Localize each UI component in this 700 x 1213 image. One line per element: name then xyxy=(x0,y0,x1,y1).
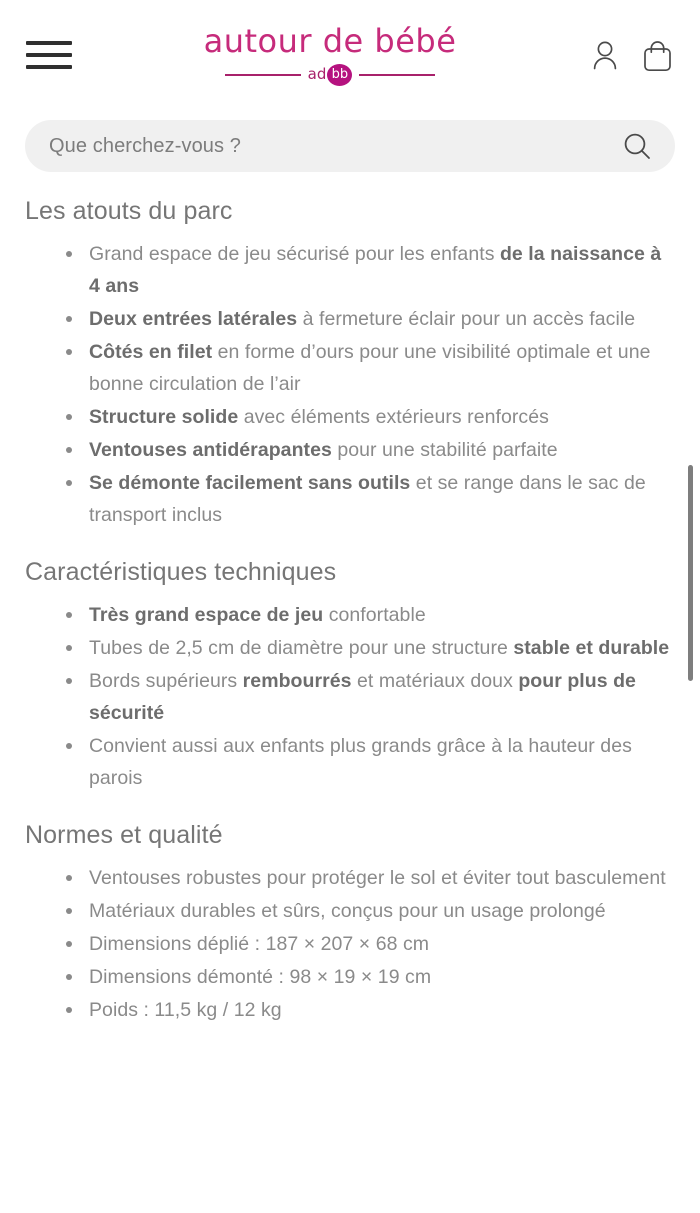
feature-list-item xyxy=(63,994,670,1026)
feature-text: Poids : 11,5 kg / 12 kg xyxy=(89,999,282,1021)
search-input[interactable] xyxy=(49,135,619,158)
feature-text: pour une stabilité parfaite xyxy=(331,439,558,461)
logo-adbb xyxy=(308,64,353,86)
hamburger-bar xyxy=(26,41,72,45)
feature-text-emphasis: Côtés en filet xyxy=(89,341,213,363)
feature-list xyxy=(25,862,670,1026)
description-section xyxy=(25,196,670,531)
feature-text: Grand espace de jeu sécurisé pour les enfants xyxy=(89,243,500,265)
feature-text-emphasis: Très grand espace de jeu xyxy=(89,604,324,626)
search-submit-button[interactable] xyxy=(619,128,655,164)
feature-list-item xyxy=(63,336,670,400)
logo-bb-badge: bb xyxy=(327,64,352,86)
product-description-content xyxy=(0,172,700,1026)
feature-text: Convient aussi aux enfants plus grands grâce à la hauteur des parois xyxy=(89,735,632,789)
logo-rule-right xyxy=(359,74,435,76)
section-title: Les atouts du parc xyxy=(25,197,233,225)
feature-text-emphasis: pour plus de sécurité xyxy=(89,670,636,724)
feature-list-item xyxy=(63,961,670,993)
feature-list-item xyxy=(63,599,670,631)
feature-list-item xyxy=(63,467,670,531)
feature-list-item xyxy=(63,238,670,302)
logo-subline xyxy=(225,64,436,86)
vertical-scrollbar-track[interactable] xyxy=(689,180,697,1213)
feature-list-item xyxy=(63,730,670,794)
feature-text: Bords supérieurs xyxy=(89,670,243,692)
shopping-bag-icon[interactable] xyxy=(640,36,674,74)
header-actions xyxy=(588,36,674,74)
feature-text: en forme d’ours pour une visibilité optimale et une bonne circulation de l’air xyxy=(89,341,651,395)
description-section xyxy=(25,557,670,794)
feature-list-item xyxy=(63,434,670,466)
hamburger-menu-icon[interactable] xyxy=(26,38,72,72)
section-title: Normes et qualité xyxy=(25,821,223,849)
logo-wordmark: autour de bébé xyxy=(203,21,457,60)
hamburger-bar xyxy=(26,65,72,69)
feature-list-item xyxy=(63,928,670,960)
feature-text: Ventouses robustes pour protéger le sol et éviter tout basculement xyxy=(89,867,666,889)
feature-text-emphasis: rembourrés xyxy=(242,670,352,692)
hamburger-bar xyxy=(26,53,72,57)
feature-list xyxy=(25,238,670,531)
feature-text: et matériaux doux xyxy=(351,670,519,692)
feature-list-item xyxy=(63,862,670,894)
search-magnifier-icon xyxy=(622,131,652,161)
feature-list xyxy=(25,599,670,794)
feature-text-emphasis: de la naissance à 4 ans xyxy=(89,243,662,297)
feature-list-item xyxy=(63,303,670,335)
description-section xyxy=(25,820,670,1026)
sections-host xyxy=(25,196,670,1026)
feature-text: Tubes de 2,5 cm de diamètre pour une structure xyxy=(89,637,514,659)
vertical-scrollbar-thumb[interactable] xyxy=(688,465,693,681)
search-bar[interactable] xyxy=(25,120,675,172)
feature-list-item xyxy=(63,632,670,664)
site-logo[interactable] xyxy=(72,21,588,86)
feature-list-item xyxy=(63,665,670,729)
feature-text: et se range dans le sac de transport inclus xyxy=(89,472,646,526)
feature-text: avec éléments extérieurs renforcés xyxy=(238,406,549,428)
feature-text-emphasis: stable et durable xyxy=(513,637,670,659)
user-account-icon[interactable] xyxy=(588,36,622,74)
section-title: Caractéristiques techniques xyxy=(25,558,337,586)
feature-text: Dimensions déplié : 187 × 207 × 68 cm xyxy=(89,933,430,955)
feature-text: Dimensions démonté : 98 × 19 × 19 cm xyxy=(89,966,432,988)
feature-text-emphasis: Ventouses antidérapantes xyxy=(89,439,332,461)
feature-text: confortable xyxy=(323,604,426,626)
search-section xyxy=(0,120,700,172)
feature-text-emphasis: Se démonte facilement sans outils xyxy=(89,472,411,494)
site-header xyxy=(0,0,700,110)
feature-list-item xyxy=(63,895,670,927)
feature-text-emphasis: Structure solide xyxy=(89,406,239,428)
feature-list-item xyxy=(63,401,670,433)
logo-rule-left xyxy=(225,74,301,76)
feature-text-emphasis: Deux entrées latérales xyxy=(89,308,298,330)
feature-text: à fermeture éclair pour un accès facile xyxy=(297,308,636,330)
feature-text: Matériaux durables et sûrs, conçus pour un usage prolongé xyxy=(89,900,606,922)
logo-ad-text: ad xyxy=(307,65,327,83)
